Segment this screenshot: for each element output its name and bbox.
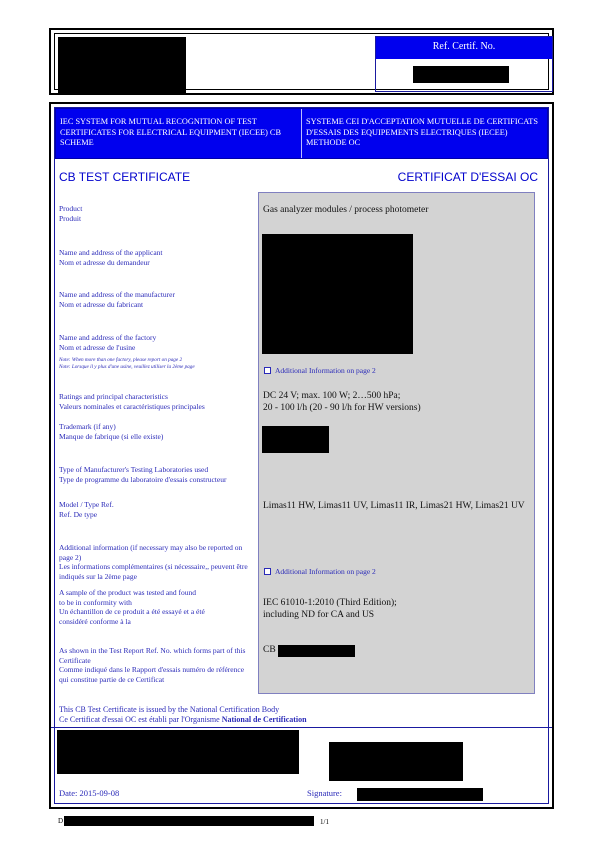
redacted-ref-number	[413, 66, 509, 83]
signature-label: Signature:	[307, 788, 342, 798]
divider	[51, 727, 552, 728]
redacted-report-number	[278, 645, 355, 657]
ratings-label-en: Ratings and principal characteristics	[59, 392, 168, 401]
testing-lab-label-en: Type of Manufacturer's Testing Laboratories used	[59, 465, 209, 474]
model-value: Limas11 HW, Limas11 UV, Limas11 IR, Limas21 HW, Limas21 UV	[263, 501, 525, 511]
cb-test-certificate-title: CB TEST CERTIFICATE	[59, 170, 191, 184]
header-inner-frame	[54, 33, 549, 90]
product-label-fr: Produit	[59, 213, 82, 223]
testing-lab-label-fr: Type de programme du laboratoire d'essais constructeur	[59, 474, 227, 484]
ratings-value	[263, 391, 533, 414]
sample-value	[263, 598, 533, 621]
trademark-label-fr: Manque de fabrique (si elle existe)	[59, 431, 164, 441]
model-label	[59, 500, 251, 519]
sample-value-line1: IEC 61010-1:2010 (Third Edition);	[263, 598, 397, 608]
report-label	[59, 646, 255, 684]
band-french: SYSTEME CEI D'ACCEPTATION MUTUELLE DE CERTIFICATS D'ESSAIS DES EQUIPEMENTS ELECTRIQUES (IECEE) METHODE OC	[301, 109, 547, 158]
product-label-en: Product	[59, 204, 83, 213]
title-row	[55, 170, 548, 188]
ref-certif-panel	[375, 36, 553, 92]
factory-note-fr: Note: Lorsque il y plus d'une usine, veuillez utiliser la 2ème page	[59, 363, 195, 370]
issued-line-fr-prefix: Ce Certificat d'essai OC est établi par l'Organisme	[59, 715, 220, 724]
certificate-date: Date: 2015-09-08	[59, 788, 120, 798]
checkbox-icon[interactable]	[264, 367, 271, 374]
factory-label-en: Name and address of the factory	[59, 333, 157, 342]
product-value: Gas analyzer modules / process photometer	[263, 205, 429, 215]
redacted-logo	[58, 37, 186, 94]
band-english: IEC SYSTEM FOR MUTUAL RECOGNITION OF TEST CERTIFICATES FOR ELECTRICAL EQUIPMENT (IECEE) CB SCHEME	[60, 117, 281, 147]
page-number: 1/1	[320, 818, 329, 826]
issued-line-fr-body: National de Certification	[221, 715, 307, 724]
checkbox-icon[interactable]	[264, 568, 271, 575]
factory-note	[59, 357, 251, 370]
ref-certif-label: Ref. Certif. No.	[376, 37, 552, 59]
sample-label-en-1: A sample of the product was tested and found	[59, 588, 197, 597]
redacted-addresses	[262, 234, 413, 354]
trademark-label-en: Trademark (if any)	[59, 422, 116, 431]
redacted-stamp	[329, 742, 463, 781]
additional-info-label-en: Additional information (if necessary may also be reported on page 2)	[59, 543, 243, 562]
factory-additional-info-label: Additional Information on page 2	[275, 366, 376, 375]
issued-line-fr	[59, 715, 307, 725]
report-label-en: As shown in the Test Report Ref. No. which forms part of this Certificate	[59, 646, 246, 665]
report-label-fr: Comme indiqué dans le Rapport d'essais numéro de référence qui constitue partie de ce Certificat	[59, 665, 245, 684]
manufacturer-label	[59, 290, 251, 309]
factory-additional-info[interactable]	[264, 366, 376, 375]
product-label	[59, 204, 251, 223]
ratings-label-fr: Valeurs nominales et caractéristiques principales	[59, 401, 205, 411]
redacted-cb-info	[57, 730, 299, 774]
factory-label	[59, 333, 251, 352]
ratings-value-line1: DC 24 V; max. 100 W; 2…500 hPa;	[263, 391, 401, 401]
redacted-trademark	[262, 426, 329, 453]
additional-info-page2[interactable]	[264, 567, 376, 576]
sample-label	[59, 588, 251, 626]
manufacturer-label-fr: Nom et adresse du fabricant	[59, 299, 144, 309]
applicant-label-en: Name and address of the applicant	[59, 248, 163, 257]
additional-info-label-fr: Les informations complémentaires (si nécessaire,, peuvent être indiqués sur la 2ème page	[59, 562, 248, 581]
certificate-inner-frame	[54, 107, 549, 804]
issued-by	[59, 705, 307, 725]
testing-lab-label	[59, 465, 251, 484]
iecee-band	[55, 108, 548, 159]
sample-label-fr-2: considéré conforme à la	[59, 616, 131, 626]
ratings-value-line2: 20 - 100 l/h (20 - 90 l/h for HW versions)	[263, 402, 421, 413]
sample-value-line2: including ND for CA and US	[263, 609, 375, 620]
factory-note-en: Note: When more than one factory, please report on page 2	[59, 357, 183, 363]
applicant-label-fr: Nom et adresse du demandeur	[59, 257, 150, 267]
additional-info-label	[59, 543, 251, 581]
model-label-en: Model / Type Ref.	[59, 500, 114, 509]
model-label-fr: Ref. De type	[59, 509, 98, 519]
trademark-label	[59, 422, 251, 441]
additional-info-page2-label: Additional Information on page 2	[275, 567, 376, 576]
issued-line-en: This CB Test Certificate is issued by the National Certification Body	[59, 705, 280, 714]
redacted-footer	[64, 816, 314, 826]
footer-prefix: D	[58, 817, 64, 825]
certificate-body	[49, 102, 554, 809]
factory-label-fr: Nom et adresse de l'usine	[59, 342, 136, 352]
certificate-header	[49, 28, 554, 95]
manufacturer-label-en: Name and address of the manufacturer	[59, 290, 175, 299]
report-value: CB	[263, 645, 276, 655]
certificat-essai-title: CERTIFICAT D'ESSAI OC	[397, 170, 538, 184]
ratings-label	[59, 392, 251, 411]
applicant-label	[59, 248, 251, 267]
redacted-signature	[357, 788, 483, 801]
sample-label-fr-1: Un échantillon de ce produit a été essayé et a été	[59, 607, 205, 616]
sample-label-en-2: to be in conformity with	[59, 597, 132, 607]
